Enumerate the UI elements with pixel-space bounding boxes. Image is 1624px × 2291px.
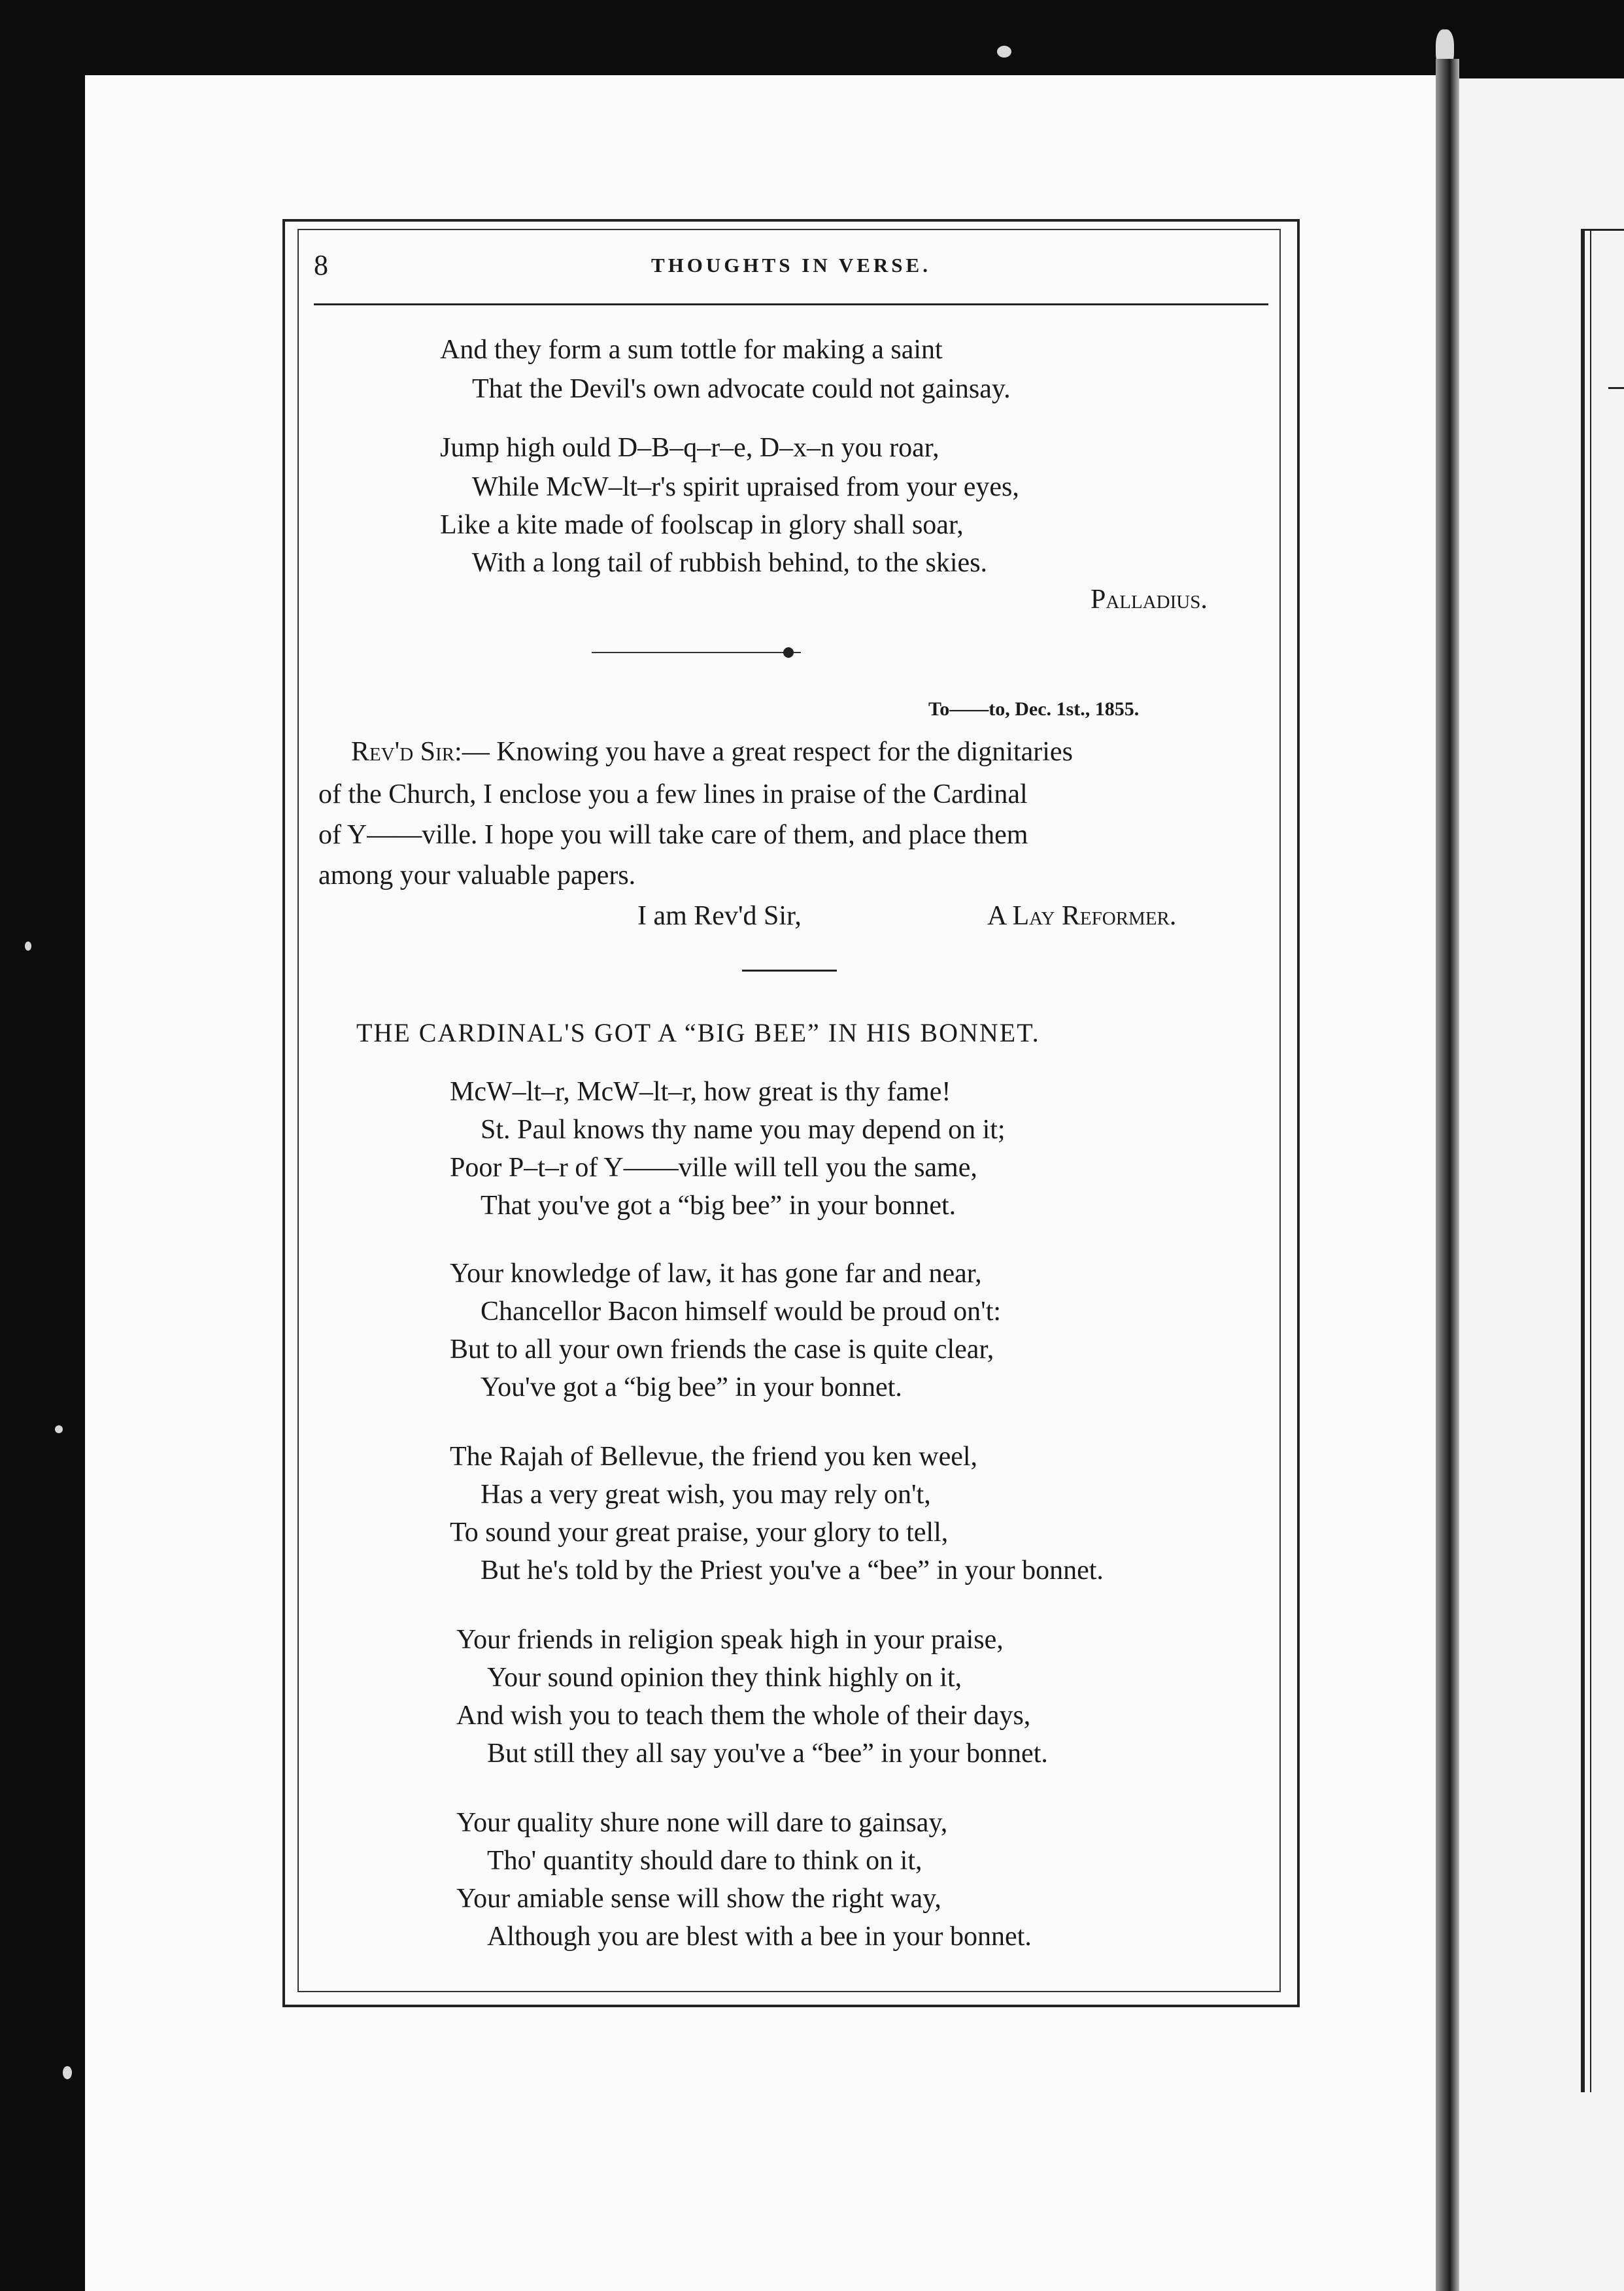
verse-line: Your friends in religion speak high in your praise,	[456, 1625, 1004, 1655]
facing-page-border	[1608, 387, 1624, 389]
letter-salutation: Rev'd Sir:	[351, 737, 462, 767]
verse-line: Although you are blest with a bee in your bonnet.	[487, 1922, 1032, 1952]
verse-line: To sound your great praise, your glory to tell,	[450, 1518, 949, 1548]
verse-line: Chancellor Bacon himself would be proud on't:	[481, 1297, 1002, 1327]
scan-speck	[63, 2066, 72, 2079]
book-spine	[1436, 59, 1459, 2291]
verse-line: That you've got a “big bee” in your bonnet.	[481, 1191, 956, 1221]
verse-line: Poor P–t–r of Y——ville will tell you the same,	[450, 1153, 977, 1183]
verse-line: And wish you to teach them the whole of their days,	[456, 1701, 1031, 1731]
facing-page-border	[1581, 229, 1624, 231]
facing-page-edge	[1459, 78, 1624, 2291]
verse-line: That the Devil's own advocate could not gainsay.	[472, 374, 1011, 404]
verse-line: The Rajah of Bellevue, the friend you ken weel,	[450, 1442, 978, 1472]
verse-line: Tho' quantity should dare to think on it,	[487, 1846, 922, 1876]
scan-speck	[55, 1425, 63, 1433]
verse-line: But to all your own friends the case is quite clear,	[450, 1334, 994, 1365]
verse-line: While McW–lt–r's spirit upraised from your eyes,	[472, 472, 1019, 502]
verse-line: Like a kite made of foolscap in glory shall soar,	[440, 510, 964, 540]
scan-speck	[997, 46, 1011, 58]
verse-line: Jump high ould D–B–q–r–e, D–x–n you roar,	[440, 433, 939, 463]
letter-dateline: To——to, Dec. 1st., 1855.	[928, 698, 1140, 720]
separator-ornament	[783, 647, 794, 658]
verse-line: And they form a sum tottle for making a saint	[440, 335, 943, 365]
verse-line: With a long tail of rubbish behind, to the skies.	[472, 548, 988, 578]
letter-text-line: among your valuable papers.	[318, 860, 636, 891]
section-separator	[742, 970, 837, 972]
letter-text-line: of Y——ville. I hope you will take care of them, and place them	[318, 820, 1028, 850]
verse-line: Your sound opinion they think highly on it,	[487, 1663, 962, 1693]
letter-closing: I am Rev'd Sir,	[637, 901, 802, 931]
page-number: 8	[314, 249, 328, 281]
verse-line: Your amiable sense will show the right way,	[456, 1884, 941, 1914]
facing-page-border	[1581, 229, 1585, 2092]
facing-page-border	[1590, 229, 1591, 2092]
letter-signature: A Lay Reformer.	[987, 901, 1177, 931]
page-content	[314, 248, 1268, 1981]
header-rule	[314, 303, 1268, 305]
running-head: THOUGHTS IN VERSE.	[651, 254, 931, 277]
poem-title: THE CARDINAL'S GOT A “BIG BEE” IN HIS BONNET.	[356, 1018, 1040, 1047]
page-header	[314, 248, 1268, 294]
verse-line: You've got a “big bee” in your bonnet.	[481, 1372, 902, 1402]
letter-text-line: — Knowing you have a great respect for the dignitaries	[462, 737, 1073, 767]
section-separator	[592, 652, 801, 653]
verse-line: Your knowledge of law, it has gone far and near,	[450, 1259, 982, 1289]
verse-line: But he's told by the Priest you've a “bee” in your bonnet.	[481, 1555, 1104, 1586]
letter-text-line: of the Church, I enclose you a few lines in praise of the Cardinal	[318, 779, 1028, 809]
verse-line: Your quality shure none will dare to gainsay,	[456, 1808, 948, 1838]
scan-speck	[25, 942, 31, 951]
verse-line: But still they all say you've a “bee” in your bonnet.	[487, 1739, 1048, 1769]
verse-line: Has a very great wish, you may rely on't,	[481, 1480, 931, 1510]
verse-line: McW–lt–r, McW–lt–r, how great is thy fame!	[450, 1077, 951, 1107]
verse-line: St. Paul knows thy name you may depend on it;	[481, 1115, 1006, 1145]
poem-signature: Palladius.	[1091, 585, 1208, 615]
